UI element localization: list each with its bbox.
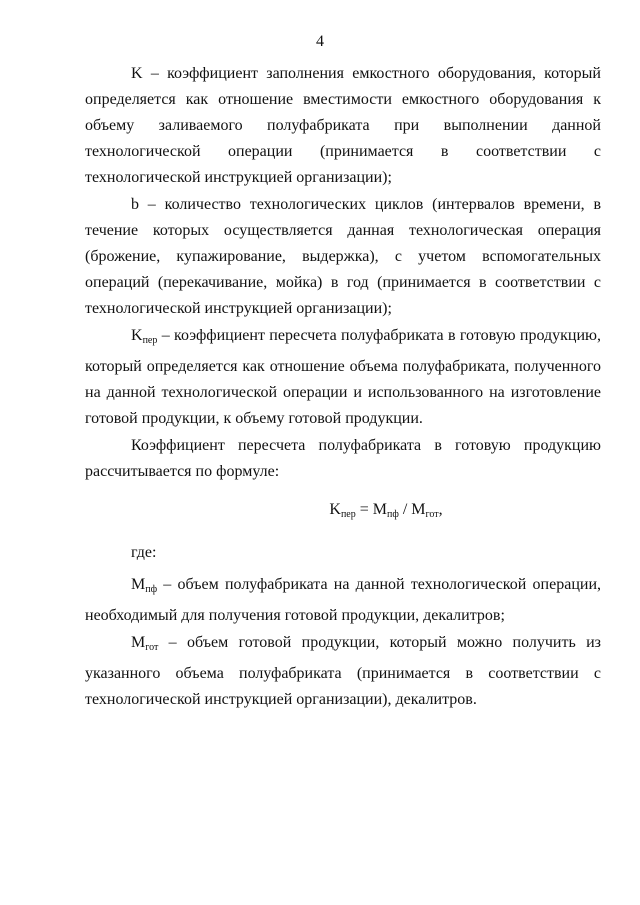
definition-b [85,192,601,322]
definition-k-text: – коэффициент заполнения емкостного оборудования, который определяется как отношение вместимости емкостного оборудования к объему заливаемого полуфабриката при выполнении данной технологической операции (принимается в соответствии с технологической инструкцией организации); [85,65,601,186]
formula-denominator: M [411,501,426,518]
formula-lhs-subscript: пер [340,509,356,520]
definition-b-symbol: b [131,196,139,213]
term-mgot [85,630,601,713]
term-mgot-text: – объем готовой продукции, который можно получить из указанного объема полуфабриката (принимается в соответствии с технологической инструкцией организации), декалитров. [85,634,601,708]
definition-kper-subscript: пер [142,335,158,346]
formula-numerator-subscript: пф [387,509,399,520]
document-body [85,61,601,714]
formula-lhs: K [329,501,341,518]
formula-denominator-subscript: гот [425,509,439,520]
page-number: 4 [316,33,324,50]
definition-k [85,61,601,191]
formula-divide: / [398,501,412,518]
definition-b-text: – количество технологических циклов (интервалов времени, в течение которых осуществляется данная технологическая операция (брожение, купажирование, выдержка), с учетом вспомогательных операций (перекачивание, мойка) в год (принимается в соответствии с технологической инструкцией организации); [85,196,601,317]
term-mgot-symbol: M [131,634,146,651]
formula-intro: Коэффициент пересчета полуфабриката в готовую продукцию рассчитывается по формуле: [85,437,601,480]
formula-numerator: M [372,501,387,518]
term-mpf-subscript: пф [145,584,158,595]
formula-equals: = [355,501,373,518]
definition-kper [85,323,601,432]
formula [85,497,601,528]
term-mpf-text: – объем полуфабриката на данной технологической операции, необходимый для получения готовой продукции, декалитров; [85,576,601,624]
definition-kper-symbol: K [131,327,143,344]
term-mgot-subscript: гот [145,642,159,653]
definition-k-symbol: K [131,65,143,82]
definition-kper-text: – коэффициент пересчета полуфабриката в готовую продукцию, который определяется как отношение объема полуфабриката, полученного на данной технологической операции и использованного на изготовление готовой продукции, к объему готовой продукции. [85,327,601,427]
term-mpf [85,572,601,629]
term-mpf-symbol: M [131,576,146,593]
where-label: где: [131,544,157,561]
formula-tail: , [438,501,443,518]
